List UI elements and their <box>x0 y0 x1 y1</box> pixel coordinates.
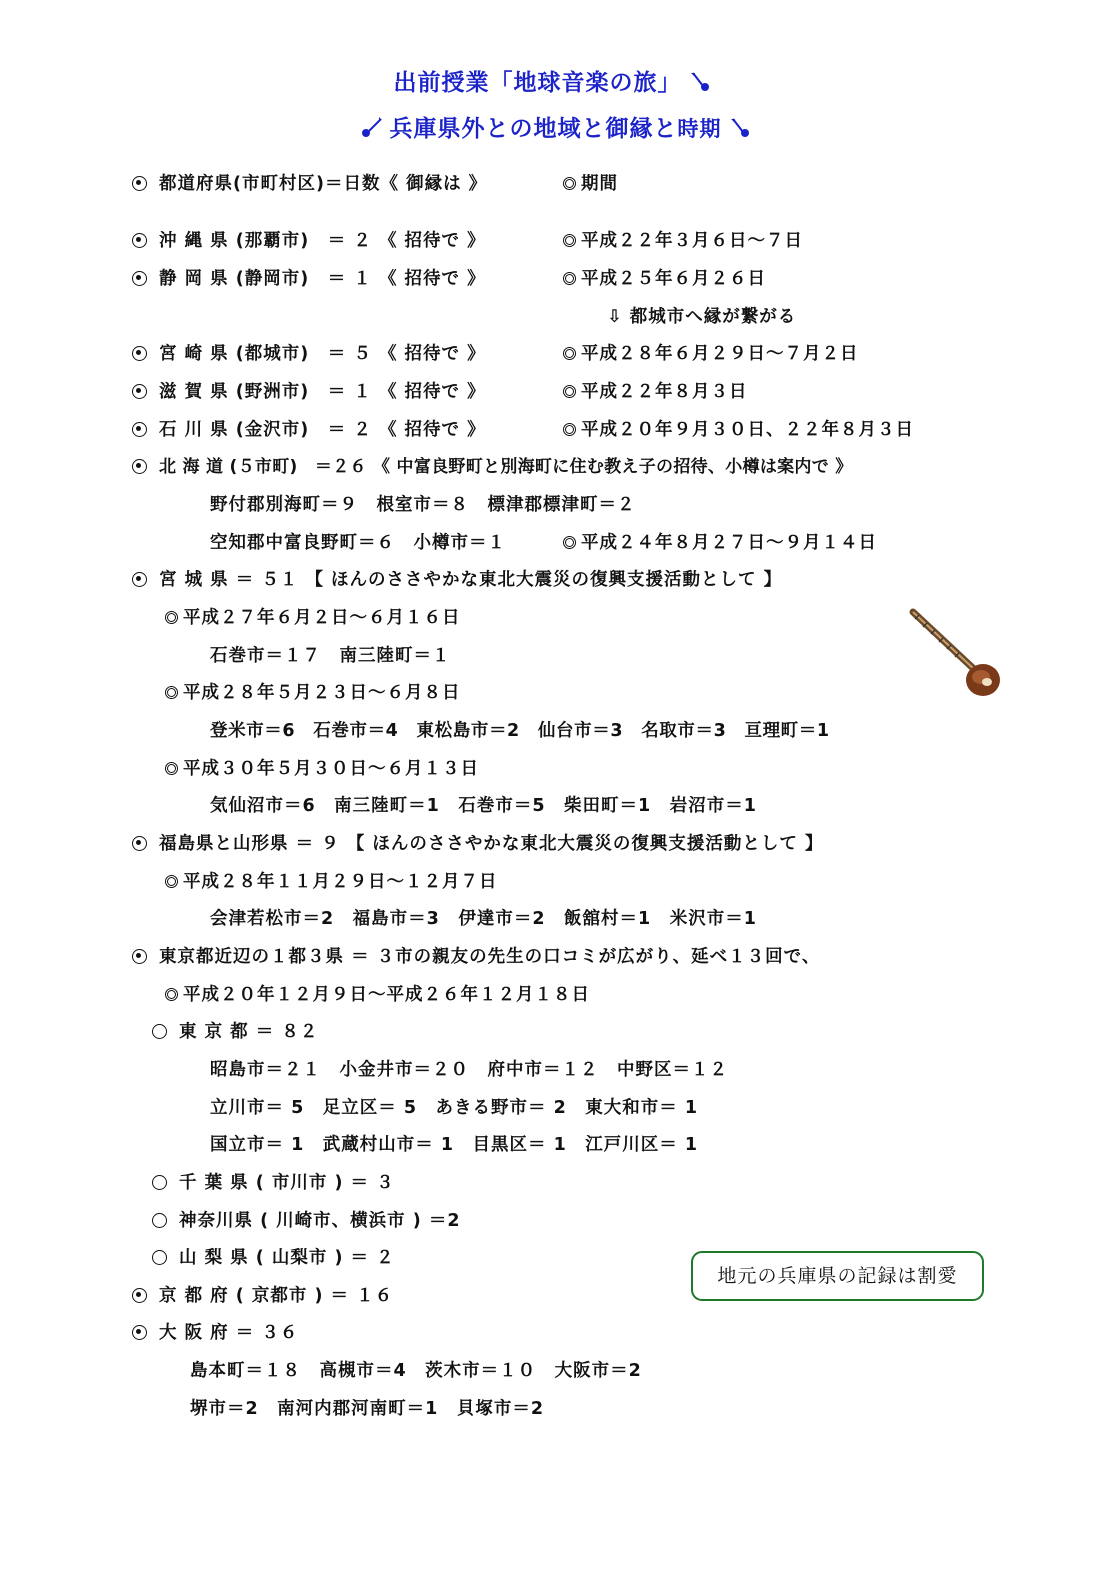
page-title: 出前授業「地球音楽の旅」 <box>0 64 1111 97</box>
sub-item: 立川市＝ 5 足立区＝ 5 あきる野市＝ 2 東大和市＝ 1 <box>210 1098 699 1118</box>
sub-period: 平成２８年５月２３日～６月８日 <box>165 681 461 705</box>
list-item-period: 平成２０年９月３０日、２２年８月３日 <box>563 418 914 442</box>
column-header-period: 期間 <box>563 172 618 196</box>
list-item: 沖 縄 県 (那覇市) ＝ ２ 《 招待で 》 <box>132 229 486 253</box>
bullet-icon <box>132 836 147 851</box>
sitar-icon <box>905 604 1005 700</box>
ring-bullet-icon <box>165 686 178 699</box>
circle-bullet-icon <box>152 1024 167 1039</box>
list-item-period: 平成２８年６月２９日～７月２日 <box>563 342 859 366</box>
ring-bullet-icon <box>563 385 576 398</box>
sub-period: 平成２８年１１月２９日～１２月７日 <box>165 870 498 894</box>
sub-period: 平成２０年１２月９日～平成２６年１２月１８日 <box>165 983 590 1007</box>
list-item: 宮 崎 県 (都城市) ＝ ５ 《 招待で 》 <box>132 342 486 366</box>
list-item: 東京都近辺の１都３県 ＝ ３市の親友の先生の口コミが広がり、延べ１３回で、 <box>132 945 820 969</box>
list-item-period: 平成２２年８月３日 <box>563 380 748 404</box>
list-item: 北 海 道 (５市町) ＝２６ 《 中富良野町と別海町に住む教え子の招待、小樽は案内で 》 <box>132 455 853 479</box>
bullet-icon <box>132 949 147 964</box>
sub-period: 平成３０年５月３０日～６月１３日 <box>165 757 479 781</box>
circle-bullet-icon <box>152 1175 167 1190</box>
sub-item: 堺市＝2 南河内郡河南町＝1 貝塚市＝2 <box>190 1399 545 1419</box>
bullet-icon <box>132 346 147 361</box>
bullet-icon <box>132 176 147 191</box>
bullet-icon <box>132 1288 147 1303</box>
circle-bullet-icon <box>152 1250 167 1265</box>
bullet-icon <box>132 384 147 399</box>
list-item-period: 平成２５年６月２６日 <box>563 267 766 291</box>
ring-bullet-icon <box>563 234 576 247</box>
list-item: 滋 賀 県 (野洲市) ＝ １ 《 招待で 》 <box>132 380 486 404</box>
ring-bullet-icon <box>563 536 576 549</box>
sub-period: 平成２７年６月２日～６月１６日 <box>165 606 461 630</box>
ring-bullet-icon <box>563 272 576 285</box>
sub-item: 空知郡中富良野町＝６ 小樽市＝１ <box>210 533 506 553</box>
list-item: 京 都 府 ( 京都市 ) ＝ １６ <box>132 1284 393 1308</box>
list-item: 大 阪 府 ＝ ３６ <box>132 1321 298 1345</box>
ring-bullet-icon <box>165 988 178 1001</box>
sub-list-item: 東 京 都 ＝ ８２ <box>152 1020 318 1044</box>
music-note-icon <box>728 115 752 139</box>
music-note-icon <box>360 115 384 139</box>
sub-item-period: 平成２４年８月２７日～９月１４日 <box>563 531 877 555</box>
ring-bullet-icon <box>165 762 178 775</box>
connection-note: ⇩ 都城市へ縁が繋がる <box>607 307 797 327</box>
ring-bullet-icon <box>165 611 178 624</box>
bullet-icon <box>132 572 147 587</box>
bullet-icon <box>132 459 147 474</box>
sub-list-item: 千 葉 県 ( 市川市 ) ＝ ３ <box>152 1171 395 1195</box>
ring-bullet-icon <box>563 177 576 190</box>
bullet-icon <box>132 1325 147 1340</box>
list-item: 静 岡 県 (静岡市) ＝ １ 《 招待で 》 <box>132 267 486 291</box>
sub-item: 野付郡別海町＝９ 根室市＝８ 標津郡標津町＝２ <box>210 495 636 515</box>
circle-bullet-icon <box>152 1213 167 1228</box>
bullet-icon <box>132 271 147 286</box>
music-note-icon <box>688 69 712 93</box>
ring-bullet-icon <box>563 423 576 436</box>
sub-item: 登米市＝6 石巻市＝4 東松島市＝2 仙台市＝3 名取市＝3 亘理町＝1 <box>210 721 830 741</box>
sub-item: 気仙沼市＝6 南三陸町＝1 石巻市＝5 柴田町＝1 岩沼市＝1 <box>210 796 757 816</box>
sub-list-item: 神奈川県 ( 川崎市、横浜市 ) ＝2 <box>152 1209 461 1233</box>
list-item: 福島県と山形県 ＝ ９ 【 ほんのささやかな東北大震災の復興支援活動として 】 <box>132 832 823 856</box>
sub-item: 石巻市＝１７ 南三陸町＝１ <box>210 646 451 666</box>
sub-item: 国立市＝ 1 武蔵村山市＝ 1 目黒区＝ 1 江戸川区＝ 1 <box>210 1135 699 1155</box>
note-callout: 地元の兵庫県の記録は割愛 <box>691 1251 984 1301</box>
page-subtitle: 兵庫県外との地域と御縁と時期 <box>0 110 1111 143</box>
bullet-icon <box>132 233 147 248</box>
sub-item: 島本町＝１８ 高槻市＝4 茨木市＝１０ 大阪市＝2 <box>190 1361 642 1381</box>
sub-item: 会津若松市＝2 福島市＝3 伊達市＝2 飯舘村＝1 米沢市＝1 <box>210 909 757 929</box>
ring-bullet-icon <box>563 347 576 360</box>
list-item: 石 川 県 (金沢市) ＝ ２ 《 招待で 》 <box>132 418 486 442</box>
bullet-icon <box>132 422 147 437</box>
list-item-period: 平成２２年３月６日～７日 <box>563 229 803 253</box>
sub-item: 昭島市＝２１ 小金井市＝２０ 府中市＝１２ 中野区＝１２ <box>210 1060 728 1080</box>
ring-bullet-icon <box>165 875 178 888</box>
sub-list-item: 山 梨 県 ( 山梨市 ) ＝ ２ <box>152 1246 395 1270</box>
list-item: 宮 城 県 ＝ ５１ 【 ほんのささやかな東北大震災の復興支援活動として 】 <box>132 568 782 592</box>
column-header: 都道府県(市町村区)＝日数《 御縁は 》 <box>132 172 487 196</box>
